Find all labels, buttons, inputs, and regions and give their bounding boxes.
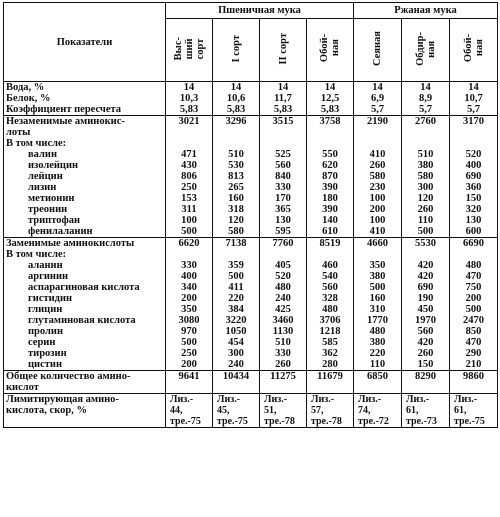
cell-value: 390 <box>307 182 354 193</box>
cell-value: 5,83 <box>166 104 213 116</box>
cell-value: 620 <box>307 160 354 171</box>
cell-value: 5,7 <box>402 104 450 116</box>
cell-value: 500 <box>213 271 260 282</box>
cell-value: 520 <box>260 271 307 282</box>
cell-value: 130 <box>450 215 498 226</box>
cell-value: 454 <box>213 337 260 348</box>
cell-value: 150 <box>450 193 498 204</box>
table-row <box>4 182 498 193</box>
cell-value: 1050 <box>213 326 260 337</box>
row-label: изолейцин <box>4 160 166 171</box>
cell-value: 10434 <box>213 371 260 394</box>
grade-header: I сорт <box>213 19 260 82</box>
cell-value: 250 <box>166 182 213 193</box>
cell-value: 470 <box>450 337 498 348</box>
cell-value: Лиз.- 44, тре.-75 <box>166 394 213 428</box>
cell-value: 3080 <box>166 315 213 326</box>
row-label: Незаменимые аминокис- лоты <box>4 116 166 139</box>
row-label: валин <box>4 149 166 160</box>
cell-value: 384 <box>213 304 260 315</box>
table-row <box>4 82 498 94</box>
cell-value: 6690 <box>450 238 498 250</box>
cell-value: 280 <box>307 359 354 371</box>
cell-value: Лиз.- 45, тре.-75 <box>213 394 260 428</box>
cell-value: 160 <box>354 293 402 304</box>
row-label: лизин <box>4 182 166 193</box>
table-row <box>4 337 498 348</box>
cell-value: 359 <box>213 260 260 271</box>
cell-value: 750 <box>450 282 498 293</box>
cell-value: 390 <box>307 204 354 215</box>
cell-value: 200 <box>354 204 402 215</box>
cell-value: 3515 <box>260 116 307 139</box>
cell-value: 14 <box>354 82 402 94</box>
cell-value <box>450 138 498 149</box>
cell-value: 480 <box>260 282 307 293</box>
cell-value: 160 <box>213 193 260 204</box>
cell-value: 5,7 <box>354 104 402 116</box>
cell-value: 330 <box>260 348 307 359</box>
cell-value: 14 <box>213 82 260 94</box>
cell-value: 318 <box>213 204 260 215</box>
cell-value: 8519 <box>307 238 354 250</box>
cell-value: 350 <box>354 260 402 271</box>
cell-value: 265 <box>213 182 260 193</box>
cell-value <box>450 249 498 260</box>
cell-value: 1770 <box>354 315 402 326</box>
row-label: аспарагиновая кислота <box>4 282 166 293</box>
cell-value: 330 <box>260 182 307 193</box>
indicator-header: Показатели <box>4 3 166 82</box>
cell-value: 870 <box>307 171 354 182</box>
cell-value: 110 <box>354 359 402 371</box>
grade-header: Выс- ший сорт <box>166 19 213 82</box>
table-row <box>4 93 498 104</box>
cell-value: 311 <box>166 204 213 215</box>
table-row <box>4 249 498 260</box>
cell-value: Лиз.- 61, тре.-75 <box>450 394 498 428</box>
cell-value: 14 <box>402 82 450 94</box>
cell-value: 140 <box>307 215 354 226</box>
cell-value: 10,3 <box>166 93 213 104</box>
table-row <box>4 315 498 326</box>
cell-value: 3296 <box>213 116 260 139</box>
cell-value: 100 <box>354 215 402 226</box>
cell-value: 380 <box>354 271 402 282</box>
cell-value <box>213 138 260 149</box>
row-label: Белок, % <box>4 93 166 104</box>
table-row <box>4 348 498 359</box>
cell-value: 310 <box>354 304 402 315</box>
wheat-flour-header: Пшеничная мука <box>166 3 354 19</box>
cell-value: 840 <box>260 171 307 182</box>
cell-value: 260 <box>354 160 402 171</box>
cell-value: 580 <box>402 171 450 182</box>
table-row <box>4 149 498 160</box>
cell-value: 3758 <box>307 116 354 139</box>
cell-value: 180 <box>307 193 354 204</box>
cell-value: 340 <box>166 282 213 293</box>
cell-value: 471 <box>166 149 213 160</box>
row-label: Общее количество амино- кислот <box>4 371 166 394</box>
cell-value: 500 <box>450 304 498 315</box>
cell-value: 200 <box>450 293 498 304</box>
cell-value: 2470 <box>450 315 498 326</box>
table-row <box>4 238 498 250</box>
cell-value: 240 <box>213 359 260 371</box>
cell-value: 970 <box>166 326 213 337</box>
cell-value: 290 <box>450 348 498 359</box>
cell-value: Лиз.- 51, тре.-78 <box>260 394 307 428</box>
cell-value: 560 <box>307 282 354 293</box>
cell-value: 10,6 <box>213 93 260 104</box>
cell-value: 520 <box>450 149 498 160</box>
cell-value: 580 <box>213 226 260 238</box>
cell-value: 6620 <box>166 238 213 250</box>
row-label: лейцин <box>4 171 166 182</box>
cell-value: 420 <box>402 271 450 282</box>
cell-value: 120 <box>402 193 450 204</box>
cell-value: 813 <box>213 171 260 182</box>
cell-value: 510 <box>260 337 307 348</box>
cell-value <box>402 249 450 260</box>
cell-value: 2190 <box>354 116 402 139</box>
cell-value: 153 <box>166 193 213 204</box>
cell-value: 14 <box>450 82 498 94</box>
cell-value <box>307 138 354 149</box>
cell-value: 5,7 <box>450 104 498 116</box>
grade-header: II сорт <box>260 19 307 82</box>
table-row <box>4 215 498 226</box>
row-label: треонин <box>4 204 166 215</box>
cell-value: 690 <box>402 282 450 293</box>
row-label: Вода, % <box>4 82 166 94</box>
cell-value: 250 <box>166 348 213 359</box>
row-label: цистин <box>4 359 166 371</box>
cell-value: 550 <box>307 149 354 160</box>
table-row <box>4 394 498 428</box>
cell-value: 500 <box>402 226 450 238</box>
cell-value: 400 <box>166 271 213 282</box>
row-label: триптофан <box>4 215 166 226</box>
cell-value: 540 <box>307 271 354 282</box>
cell-value: 190 <box>402 293 450 304</box>
amino-acid-table <box>3 2 498 428</box>
row-label: глутаминовая кислота <box>4 315 166 326</box>
table-row <box>4 138 498 149</box>
row-label: Лимитирующая амино- кислота, скор, % <box>4 394 166 428</box>
cell-value: Лиз.- 61, тре.-73 <box>402 394 450 428</box>
cell-value: 510 <box>213 149 260 160</box>
table-row <box>4 282 498 293</box>
cell-value <box>260 249 307 260</box>
cell-value: 200 <box>166 293 213 304</box>
cell-value: 260 <box>260 359 307 371</box>
cell-value <box>307 249 354 260</box>
cell-value: 410 <box>354 226 402 238</box>
cell-value: 380 <box>354 337 402 348</box>
table-row <box>4 271 498 282</box>
cell-value <box>260 138 307 149</box>
table-row <box>4 304 498 315</box>
row-label: пролин <box>4 326 166 337</box>
cell-value: Лиз.- 74, тре.-72 <box>354 394 402 428</box>
cell-value: 210 <box>450 359 498 371</box>
cell-value: 11679 <box>307 371 354 394</box>
cell-value: 410 <box>354 149 402 160</box>
cell-value: 3706 <box>307 315 354 326</box>
cell-value: 150 <box>402 359 450 371</box>
cell-value: 230 <box>354 182 402 193</box>
cell-value: 350 <box>166 304 213 315</box>
cell-value: 362 <box>307 348 354 359</box>
cell-value: 260 <box>402 204 450 215</box>
cell-value: 110 <box>402 215 450 226</box>
cell-value: 1970 <box>402 315 450 326</box>
cell-value: 200 <box>166 359 213 371</box>
cell-value: 480 <box>450 260 498 271</box>
cell-value: 1218 <box>307 326 354 337</box>
cell-value: 8290 <box>402 371 450 394</box>
cell-value: 240 <box>260 293 307 304</box>
cell-value: 9641 <box>166 371 213 394</box>
cell-value: 320 <box>450 204 498 215</box>
cell-value: 450 <box>402 304 450 315</box>
cell-value: 130 <box>260 215 307 226</box>
cell-value: 585 <box>307 337 354 348</box>
cell-value: 3021 <box>166 116 213 139</box>
table-row <box>4 104 498 116</box>
row-label: аргинин <box>4 271 166 282</box>
table-row <box>4 116 498 139</box>
cell-value: 10,7 <box>450 93 498 104</box>
cell-value: 806 <box>166 171 213 182</box>
cell-value: 430 <box>166 160 213 171</box>
cell-value: 3460 <box>260 315 307 326</box>
cell-value: 100 <box>354 193 402 204</box>
table-row <box>4 160 498 171</box>
cell-value: 6850 <box>354 371 402 394</box>
cell-value: 260 <box>402 348 450 359</box>
cell-value: 7760 <box>260 238 307 250</box>
row-label: В том числе: <box>4 138 166 149</box>
table-row <box>4 371 498 394</box>
cell-value: 300 <box>402 182 450 193</box>
cell-value: 610 <box>307 226 354 238</box>
cell-value: 6,9 <box>354 93 402 104</box>
cell-value: 4660 <box>354 238 402 250</box>
cell-value: 580 <box>354 171 402 182</box>
table-row <box>4 293 498 304</box>
table-row <box>4 260 498 271</box>
cell-value: 480 <box>354 326 402 337</box>
table-row <box>4 171 498 182</box>
cell-value: 328 <box>307 293 354 304</box>
cell-value: 420 <box>402 337 450 348</box>
cell-value: 525 <box>260 149 307 160</box>
row-label: Заменимые аминокислоты <box>4 238 166 250</box>
cell-value: 3170 <box>450 116 498 139</box>
grade-header: Сеяная <box>354 19 402 82</box>
cell-value: 14 <box>307 82 354 94</box>
row-label: гистидин <box>4 293 166 304</box>
cell-value: 500 <box>354 282 402 293</box>
row-label: серин <box>4 337 166 348</box>
cell-value: 530 <box>213 160 260 171</box>
table-row <box>4 326 498 337</box>
cell-value: 560 <box>260 160 307 171</box>
cell-value: 11,7 <box>260 93 307 104</box>
cell-value: 5,83 <box>213 104 260 116</box>
cell-value: 220 <box>213 293 260 304</box>
row-label: фенилаланин <box>4 226 166 238</box>
cell-value: 595 <box>260 226 307 238</box>
cell-value: 220 <box>354 348 402 359</box>
cell-value <box>166 249 213 260</box>
cell-value: 500 <box>166 337 213 348</box>
cell-value: 600 <box>450 226 498 238</box>
cell-value: 400 <box>450 160 498 171</box>
row-label: Коэффициент пересчета <box>4 104 166 116</box>
cell-value: 460 <box>307 260 354 271</box>
table-row <box>4 226 498 238</box>
cell-value <box>213 249 260 260</box>
row-label: глицин <box>4 304 166 315</box>
grade-header: Обой- ная <box>450 19 498 82</box>
cell-value: 300 <box>213 348 260 359</box>
grade-header: Обдир- ная <box>402 19 450 82</box>
cell-value: 2760 <box>402 116 450 139</box>
cell-value: 405 <box>260 260 307 271</box>
cell-value <box>402 138 450 149</box>
cell-value <box>354 249 402 260</box>
cell-value: 120 <box>213 215 260 226</box>
cell-value: 7138 <box>213 238 260 250</box>
cell-value: 500 <box>166 226 213 238</box>
table-body <box>4 82 498 428</box>
cell-value: 330 <box>166 260 213 271</box>
cell-value: 411 <box>213 282 260 293</box>
cell-value: 14 <box>260 82 307 94</box>
cell-value: 1130 <box>260 326 307 337</box>
cell-value: 850 <box>450 326 498 337</box>
cell-value: 5,83 <box>307 104 354 116</box>
cell-value: Лиз.- 57, тре.-78 <box>307 394 354 428</box>
cell-value: 5,83 <box>260 104 307 116</box>
table-row <box>4 359 498 371</box>
cell-value: 12,5 <box>307 93 354 104</box>
cell-value: 100 <box>166 215 213 226</box>
cell-value: 510 <box>402 149 450 160</box>
cell-value: 425 <box>260 304 307 315</box>
cell-value: 365 <box>260 204 307 215</box>
row-label: тирозин <box>4 348 166 359</box>
cell-value: 3220 <box>213 315 260 326</box>
cell-value <box>354 138 402 149</box>
row-label: метионин <box>4 193 166 204</box>
cell-value: 8,9 <box>402 93 450 104</box>
cell-value: 14 <box>166 82 213 94</box>
table-row <box>4 193 498 204</box>
rye-flour-header: Ржаная мука <box>354 3 498 19</box>
cell-value: 470 <box>450 271 498 282</box>
cell-value: 5530 <box>402 238 450 250</box>
cell-value: 9860 <box>450 371 498 394</box>
cell-value: 420 <box>402 260 450 271</box>
cell-value: 11275 <box>260 371 307 394</box>
cell-value: 360 <box>450 182 498 193</box>
cell-value: 480 <box>307 304 354 315</box>
cell-value: 690 <box>450 171 498 182</box>
cell-value: 170 <box>260 193 307 204</box>
cell-value <box>166 138 213 149</box>
row-label: В том числе: <box>4 249 166 260</box>
grade-header: Обой- ная <box>307 19 354 82</box>
row-label: аланин <box>4 260 166 271</box>
cell-value: 380 <box>402 160 450 171</box>
cell-value: 560 <box>402 326 450 337</box>
table-row <box>4 204 498 215</box>
